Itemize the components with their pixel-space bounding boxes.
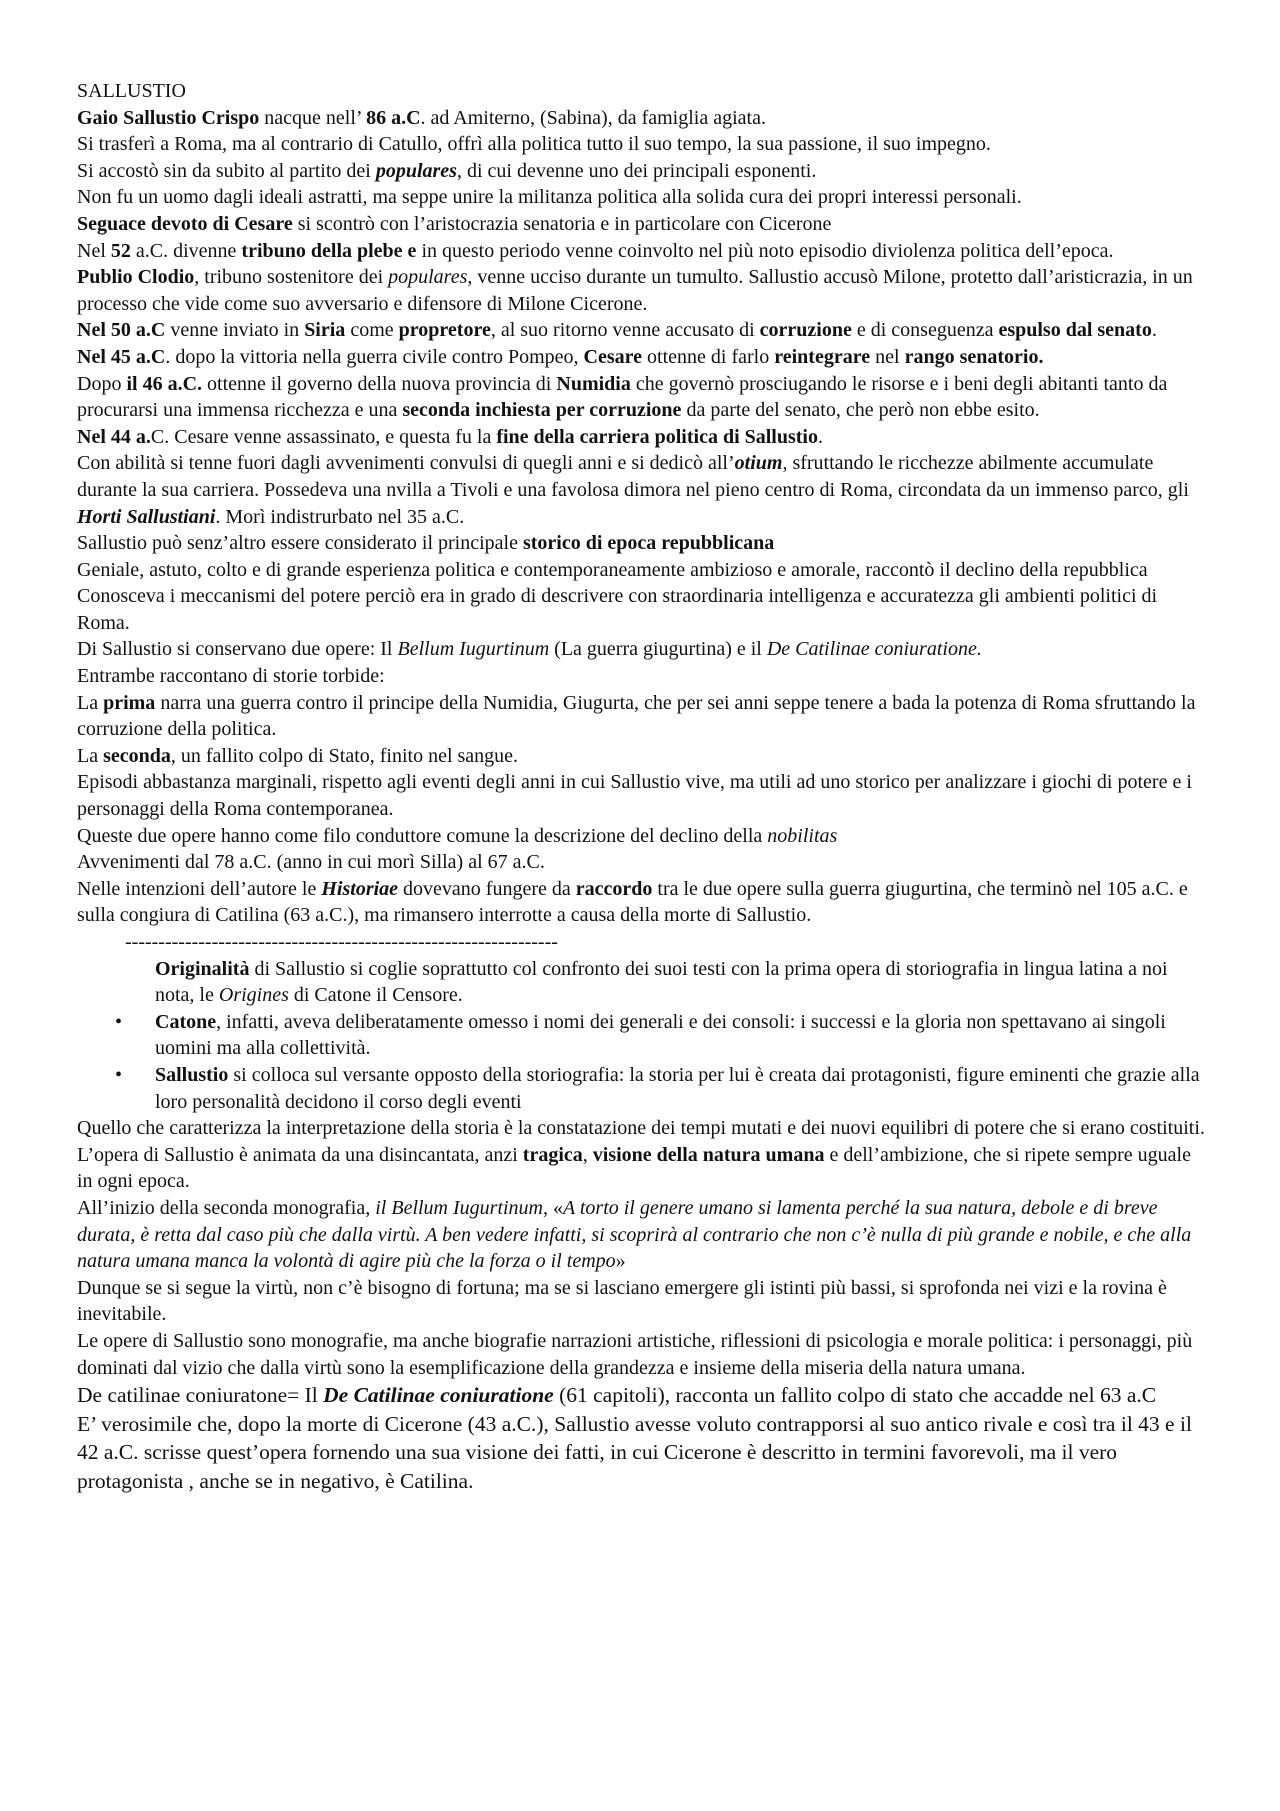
bullet-list [77, 956, 1210, 1116]
text-run: 52 [110, 239, 131, 262]
text-run: C. Cesare venne assassinato, e questa fu la [150, 425, 497, 448]
text-run: . [1151, 319, 1157, 342]
text-run: a.C. divenne [130, 239, 242, 262]
text-run: tragica [522, 1143, 583, 1166]
text-run: , [582, 1143, 593, 1166]
paragraph-stories [77, 663, 1210, 690]
text-run: Sallustio può senz’altro essere considerato il principale [77, 532, 523, 555]
text-run: 61 capitoli), racconta un fallito colpo di stato che accadde nel 63 a.C [566, 1383, 1157, 1408]
text-run: seconda [103, 744, 171, 767]
text-run: Non fu un uomo dagli ideali astratti, ma seppe unire la militanza politica alla solida cura dei propri interessi personali. [77, 186, 1022, 209]
text-run: Nel [77, 239, 111, 262]
text-run: (La guerra giugurtina) e il [549, 638, 767, 661]
text-run: raccordo [575, 877, 653, 900]
list-item-text [155, 1011, 1166, 1060]
text-run: storico di epoca repubblicana [522, 532, 775, 555]
text-run: Numidia [556, 372, 631, 395]
section-divider: ----------------------------------------------------------------- [125, 931, 558, 953]
text-run: di Sallustio si coglie soprattutto col confronto dei suoi testi con la prima opera di storiografia in lingua latina a noi nota, le [155, 957, 1168, 1007]
text-run: di Catone il Censore. [288, 984, 463, 1007]
text-run: Dunque se si segue la virtù, non c’è bisogno di fortuna; ma se si lasciano emergere gli istinti più bassi, si sprofonda nei vizi e la rovina è inevitabile. [77, 1276, 1167, 1326]
text-run: De Catilinae coniuratione. [766, 638, 982, 661]
text-run: . dopo la vittoria nella guerra civile contro Pompeo, [165, 345, 584, 368]
paragraph-cicerone [77, 1410, 1210, 1496]
text-run: Publio Clodio [77, 266, 195, 289]
text-run: , tribuno sostenitore dei [194, 266, 389, 289]
paragraph-rome [77, 131, 1210, 158]
text-run: Bellum Iugurtinum [397, 638, 550, 661]
text-run: Queste due opere hanno come filo conduttore comune la descrizione del declino della [77, 824, 768, 847]
text-run: si scontrò con l’aristocrazia senatoria e in particolare con Cicerone [292, 212, 832, 235]
text-run: Originalità [155, 957, 250, 980]
paragraph-monographs [77, 1328, 1210, 1381]
text-run: seconda inchiesta per corruzione [402, 399, 682, 422]
text-run: » [615, 1250, 626, 1273]
text-run: fine della carriera politica di Sallustio [496, 425, 818, 448]
text-run: La [77, 744, 104, 767]
text-run: si colloca sul versante opposto della storiografia: la storia per lui è creata dai protagonisti, figure eminenti che grazie alla loro personalità decidono il corso degli eventi [155, 1063, 1200, 1113]
text-run: Si accostò sin da subito al partito dei [77, 159, 376, 182]
paragraph-works [77, 636, 1210, 663]
text-run: nel [870, 345, 905, 368]
text-run: dovevano fungere da [398, 877, 576, 900]
text-run: , « [543, 1196, 563, 1219]
text-run: Nelle intenzioni dell’autore le [77, 877, 322, 900]
text-run: Nel 50 a.C [77, 319, 166, 342]
text-run: da parte del senato, che però non ebbe esito. [681, 399, 1040, 422]
text-run: . ad Amiterno, (Sabina), da famiglia agiata. [420, 106, 766, 129]
text-run: , sfruttando le ricchezze abilmente accumulate durante la sua carriera. Possedeva una nvilla a Tivoli e una favolosa dimora nel pieno centro di Roma, circondata da un immenso parco, gli [77, 452, 1189, 501]
text-run: , venne ucciso durante un tumulto. Sallustio accusò Milone, protetto dall’aristicrazia, in un processo che vide come suo avversario e difensore di Milone Cicerone. [77, 266, 1193, 315]
text-run: Sallustio [155, 1063, 229, 1086]
paragraph-events-range [77, 849, 1210, 876]
text-run: , infatti, aveva deliberatamente omesso i nomi dei generali e dei consoli: i successi e la gloria non spettavano ai singoli uomini ma alla collettività. [155, 1010, 1166, 1060]
text-run: ( [553, 1383, 567, 1408]
text-run: De Catilinae coniuratione [323, 1383, 554, 1408]
text-run: La [77, 691, 104, 714]
paragraph-caesar [77, 211, 1210, 238]
text-run: Horti Sallustiani [77, 505, 216, 528]
text-run: , di cui devenne uno dei principali esponenti. [456, 159, 817, 182]
bullet-marker: • [115, 1010, 123, 1033]
text-run: Conosceva i meccanismi del potere perciò era in grado di descrivere con straordinaria intelligenza e accuratezza gli ambienti politici di Roma. [77, 585, 1158, 634]
text-run: narra una guerra contro il principe della Numidia, Giugurta, che per sei anni seppe tenere a bada la potenza di Roma sfruttando la corruzione della politica. [77, 691, 1196, 741]
text-run: come [345, 319, 399, 342]
paragraph-birth [77, 105, 1210, 132]
text-run: Catone [155, 1010, 217, 1033]
text-run: Con abilità si tenne fuori dagli avvenimenti convulsi di quegli anni e si dedicò all’ [77, 452, 735, 475]
text-run: e di conseguenza [851, 319, 999, 342]
paragraph-first-work [77, 690, 1210, 743]
text-run: ottenne di farlo [642, 345, 775, 368]
text-run: che governò prosciugando le risorse e i beni degli abitanti tanto da procurarsi una immensa ricchezza e una [77, 372, 1168, 422]
paragraph-historian [77, 530, 1210, 557]
text-run: All’inizio della seconda monografia, [77, 1196, 376, 1219]
text-run: Quello che caratterizza la interpretazione della storia è la constatazione dei tempi mutati e dei nuovi equilibri di potere che si erano costituiti. [77, 1117, 1205, 1140]
paragraph-interpretation [77, 1115, 1210, 1142]
list-item-text [155, 1064, 1200, 1113]
list-item [77, 1062, 1210, 1115]
text-run: Gaio Sallustio Crispo [77, 106, 260, 129]
paragraph-virtue [77, 1275, 1210, 1328]
paragraph-second-work [77, 743, 1210, 770]
text-run: 86 a.C [366, 106, 421, 129]
text-run: E’ verosimile che, dopo la morte di Cicerone (43 a.C.), Sallustio avesse voluto contrapporsi al suo antico rivale e così tra il 43 e il 42 a.C. scrisse quest’opera fornendo una sua visione dei fatti, in cui Cicerone è descritto in termini favorevoli, ma il vero protagonista , anche se in negativo, è Catilina. [77, 1411, 1192, 1493]
paragraph-episodes [77, 769, 1210, 822]
text-run: rango senatorio. [904, 345, 1044, 368]
text-run: e dell’ambizione, che si ripete sempre uguale in ogni epoca. [77, 1143, 1191, 1193]
paragraph-quote [77, 1195, 1210, 1275]
text-run: populares [388, 266, 468, 289]
text-run: Geniale, astuto, colto e di grande esperienza politica e contemporaneamente ambizioso e amorale, raccontò il declino della repubblica [77, 558, 1148, 581]
text-run: Seguace devoto di Cesare [77, 212, 293, 235]
paragraph-syria [77, 317, 1210, 344]
text-run: il Bellum Iugurtinum [375, 1196, 543, 1219]
paragraph-populares [77, 158, 1210, 185]
text-run: Di Sallustio si conservano due opere: Il [77, 638, 398, 661]
paragraph-tribune [77, 238, 1210, 265]
paragraph-genius [77, 557, 1210, 584]
text-run: tribuno della plebe e [241, 239, 417, 262]
text-run: otium [734, 452, 783, 475]
text-run: Nel 44 a. [77, 425, 151, 448]
text-run: populares [375, 159, 457, 182]
paragraph-catilinae [77, 1381, 1210, 1410]
text-run: . [817, 425, 823, 448]
text-run: venne inviato in [165, 319, 305, 342]
paragraph-numidia [77, 371, 1210, 424]
document-title: SALLUSTIO [77, 80, 186, 102]
text-run: visione della natura umana [592, 1143, 825, 1166]
paragraph-44bc [77, 424, 1210, 451]
text-run: Historiae [321, 877, 399, 900]
text-run: A torto il genere umano si lamenta perché la sua natura, debole e di breve durata, è retta dal caso più che dalla virtù. A ben vedere infatti, si scoprirà al contrario che non c’è nulla di più grande e nobile, e che alla natura umana manca la volontà di agire più che la forza o il tempo [77, 1196, 1192, 1273]
text-run: espulso dal senato [998, 319, 1152, 342]
text-run: prima [103, 691, 156, 714]
paragraph-historiae [77, 876, 1210, 929]
text-run: Nel 45 a.C [77, 345, 166, 368]
text-run: Si trasferì a Roma, ma al contrario di Catullo, offrì alla politica tutto il suo tempo, la sua passione, il suo impegno. [77, 133, 991, 156]
bullet-marker: • [115, 1063, 123, 1086]
text-run: . Morì indistrurbato nel 35 a.C. [215, 505, 465, 528]
text-run: nacque nell’ [259, 106, 367, 129]
list-item [77, 956, 1210, 1009]
paragraph-otium [77, 450, 1210, 530]
text-run: nobilitas [767, 824, 838, 847]
list-item [77, 1009, 1210, 1062]
text-run: propretore [398, 319, 491, 342]
paragraph-tragic-vision [77, 1142, 1210, 1195]
paragraph-ideals [77, 184, 1210, 211]
text-run: tra le due opere sulla guerra giugurtina, che terminò nel 105 a.C. e sulla congiura di Catilina (63 a.C.), ma rimansero interrotte a causa della morte di Sallustio. [77, 877, 1188, 927]
text-run: , un fallito colpo di Stato, finito nel sangue. [170, 744, 519, 767]
text-run: il 46 a.C. [126, 372, 203, 395]
text-run: Le opere di Sallustio sono monografie, ma anche biografie narrazioni artistiche, riflessioni di psicologia e morale politica: i personaggi, più dominati dal vizio che dalla virtù sono la esemplificazione della grandezza e insieme della miseria della natura umana. [77, 1329, 1193, 1379]
text-run: Entrambe raccontano di storie torbide: [77, 665, 385, 688]
text-run: Cesare [583, 345, 643, 368]
text-run: ottenne il governo della nuova provincia di [202, 372, 557, 395]
text-run: Siria [304, 319, 346, 342]
text-run: reintegrare [774, 345, 871, 368]
text-run: corruzione [759, 319, 852, 342]
paragraph-power [77, 583, 1210, 636]
text-run: Dopo [77, 372, 127, 395]
paragraph-clodio [77, 264, 1210, 317]
text-run: De catilinae coniuratone= Il [77, 1383, 324, 1408]
text-run: L’opera di Sallustio è animata da una disincantata, anzi [77, 1143, 523, 1166]
text-run: Avvenimenti dal 78 a.C. (anno in cui morì Silla) al 67 a.C. [77, 851, 545, 874]
text-run: in questo periodo venne coinvolto nel più noto episodio diviolenza politica dell’epoca. [416, 239, 1114, 262]
paragraph-45bc [77, 344, 1210, 371]
text-run: Origines [218, 984, 289, 1007]
paragraph-nobilitas [77, 823, 1210, 850]
text-run: , al suo ritorno venne accusato di [490, 319, 760, 342]
text-run: Episodi abbastanza marginali, rispetto agli eventi degli anni in cui Sallustio vive, ma utili ad uno storico per analizzare i giochi di potere e i personaggi della Roma contemporanea. [77, 771, 1192, 821]
list-item-text [155, 958, 1168, 1007]
